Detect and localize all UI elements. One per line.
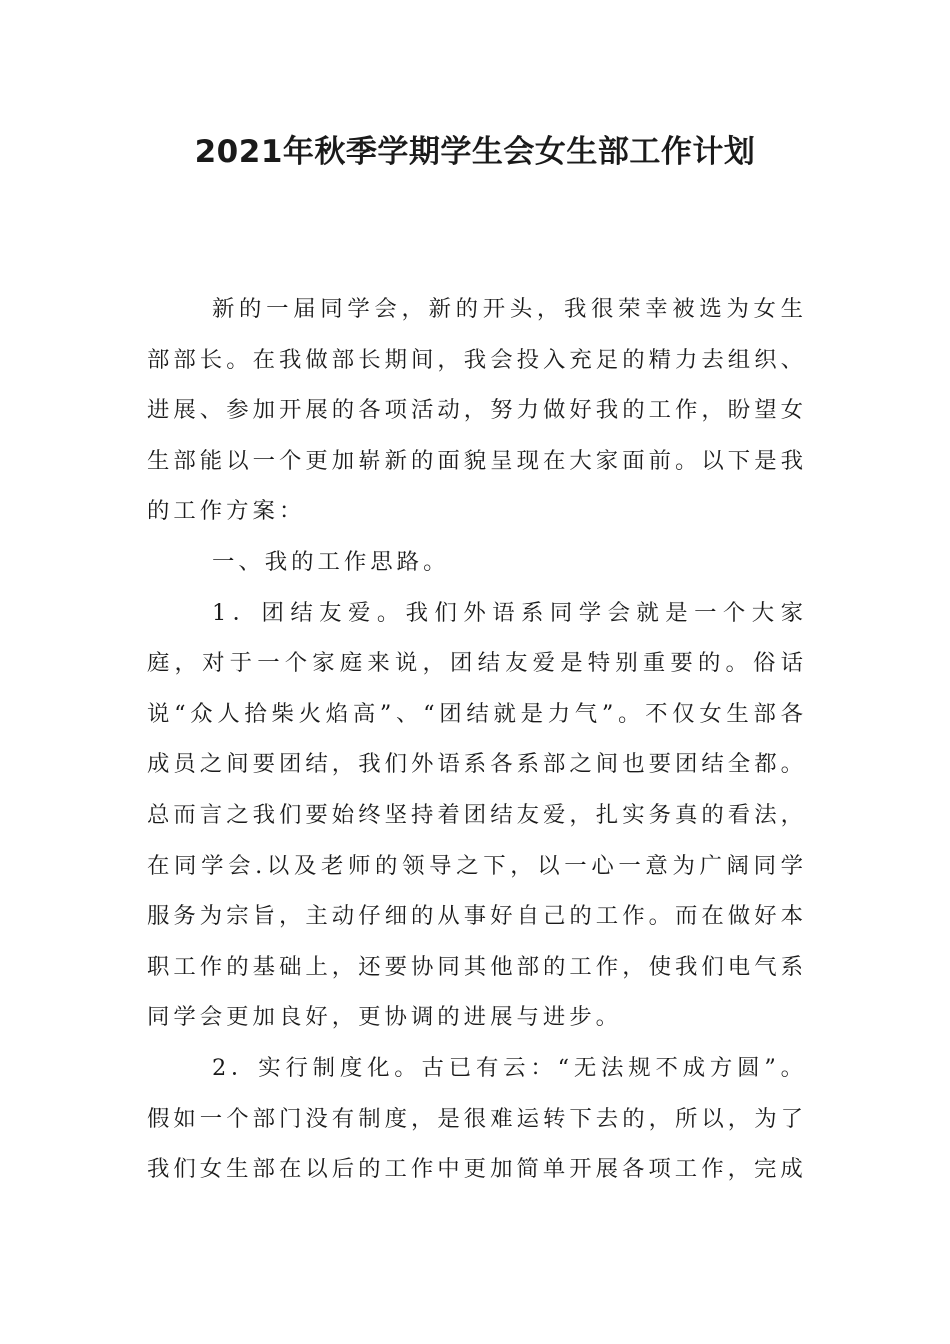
paragraph-intro: 新的一届同学会，新的开头，我很荣幸被选为女生部部长。在我做部长期间，我会投入充足的精力去组织、进展、参加开展的各项活动，努力做好我的工作，盼望女生部能以一个更加崭新的面貌呈现在大家面前。以下是我的工作方案： xyxy=(147,296,807,525)
paragraph-point-2: 2．实行制度化。古已有云：“无法规不成方圆”。假如一个部门没有制度，是很难运转下去的，所以，为了我们女生部在以后的工作中更加简单开展各项工作，完成 xyxy=(147,1054,807,1183)
document-title: 2021年秋季学期学生会女生部工作计划 xyxy=(194,134,756,170)
paragraph-section-heading: 一、我的工作思路。 xyxy=(211,548,450,575)
document-body xyxy=(147,284,807,1195)
paragraph-point-1: 1．团结友爱。我们外语系同学会就是一个大家庭，对于一个家庭来说，团结友爱是特别重要的。俗话说“众人拾柴火焰高”、“团结就是力气”。不仅女生部各成员之间要团结，我们外语系各系部之间也要团结全都。总而言之我们要始终坚持着团结友爱，扎实务真的看法，在同学会.以及老师的领导之下，以一心一意为广阔同学服务为宗旨，主动仔细的从事好自己的工作。而在做好本职工作的基础上，还要协同其他部的工作，使我们电气系同学会更加良好，更协调的进展与进步。 xyxy=(147,599,807,1031)
